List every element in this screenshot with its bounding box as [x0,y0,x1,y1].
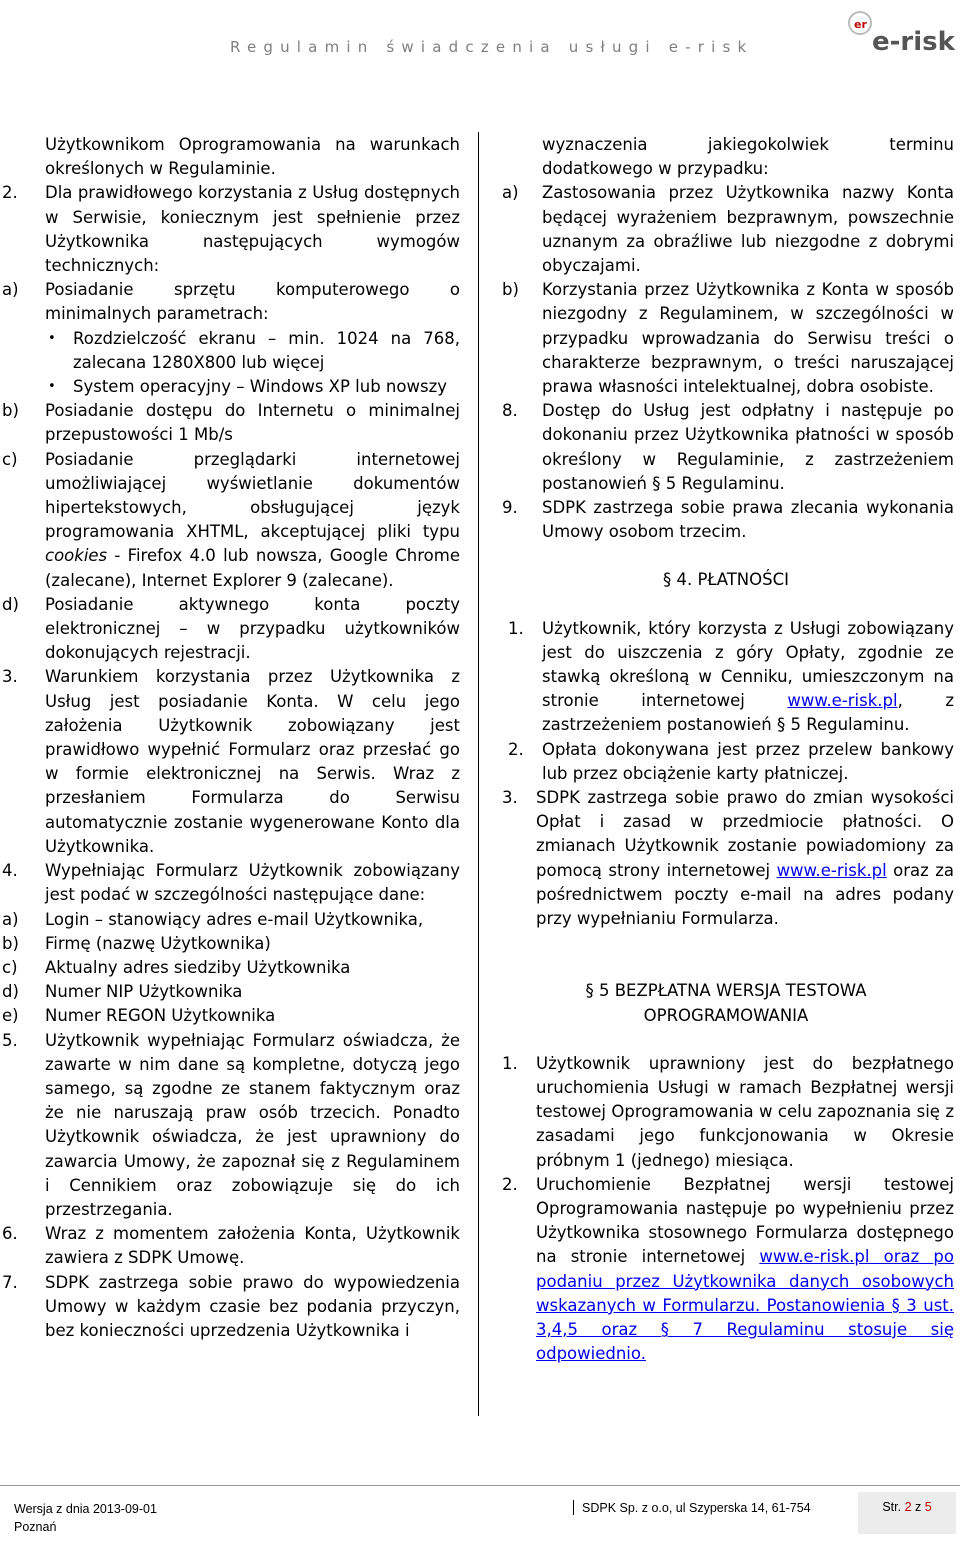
footer-version-date: Wersja z dnia 2013-09-01 [14,1502,157,1516]
clause-3: 3. Warunkiem korzystania przez Użytkownika z Usług jest posiadanie Konta. W celu jego założenia Użytkownik zobowiązany jest prawidłowo wypełnić Formularz oraz przesłać go w formie elektronicznej na Serwis. Wraz z przesłaniem Formularza do Serwisu automatycznie zostanie wygenerowane Konto dla Użytkownika. [2,667,460,856]
clause-2d: d) Posiadanie aktywnego konta poczty elektronicznej – w przypadku użytkowników dokonujących rejestracji. [2,594,460,663]
logo-badge-text: er [854,18,867,31]
payments-clause-1: 1. Użytkownik, który korzysta z Usługi zobowiązany jest do uiszczenia z góry Opłaty, zgodnie ze stawką określoną w Cenniku, umieszczonym na stronie internetowej www.e-risk.pl, z zastrzeżeniem postanowień § 5 Regulaminu. [508,618,954,735]
clause-7b: b) Korzystania przez Użytkownika z Konta w sposób niezgodny z Regulaminem, w szczególności w przypadku wprowadzania do Serwisu treści o charakterze bezprawnym, o treści naruszającej prawa własności intelektualnej, dobra osobiste. [502,280,954,397]
footer-company: SDPK Sp. z o.o, ul Szyperska 14, 61-754 [573,1500,811,1515]
column-divider [478,132,479,1416]
section-4-heading: § 4. PŁATNOŚCI [663,570,789,590]
clause-2: 2. Dla prawidłowego korzystania z Usług dostępnych w Serwisie, koniecznym jest spełnienie przez Użytkownika następujących wymogów technicznych: [2,183,460,276]
bullet-os: • System operacyjny – Windows XP lub nowszy [48,377,447,397]
clause-4a: a) Login – stanowiący adres e-mail Użytkownika, [2,909,424,929]
footer-city: Poznań [14,1520,57,1534]
trial-clause-2-underlined-text[interactable]: oraz po podaniu przez Użytkownika danych osobowych wskazanych w Formularzu. Postanowienia § 3 ust. 3,4,5 oraz § 7 Regulaminu stosuje się odpowiednio. [536,1247,955,1364]
clause-5: 5. Użytkownik wypełniając Formularz oświadcza, że zawarte w nim dane są kompletne, dotyczą jego samego, są zgodne ze stanem faktycznym oraz że nie naruszają praw osób trzecich. Ponadto Użytkownik oświadcza, że jest uprawniony do zawarcia Umowy, że zapoznał się z Regulaminem i Cennikiem oraz zobowiązuje się do ich przestrzegania. [2,1030,460,1219]
clause-7: 7. SDPK zastrzega sobie prawo do wypowiedzenia Umowy w każdym czasie bez podania przyczyn, bez konieczności uprzedzenia Użytkownika i [2,1272,460,1340]
footer-rule [0,1485,960,1486]
right-column [498,133,954,1366]
clause-4e: e) Numer REGON Użytkownika [2,1006,276,1026]
document-header-title: Regulamin świadczenia usługi e-risk [230,38,754,56]
clause-7a: a) Zastosowania przez Użytkownika nazwy Konta będącej wyrażeniem bezprawnym, powszechnie uznanym za obraźliwe lub niezgodne z dobrymi obyczajami. [502,183,954,276]
e-risk-link[interactable]: www.e-risk.pl [759,1247,870,1267]
trial-clause-1: 1. Użytkownik uprawniony jest do bezpłatnego uruchomienia Usługi w ramach Bezpłatnej wersji testowej Oprogramowania w celu zapoznania się z zasadami jego funkcjonowania w Okresie próbnym 1 (jednego) miesiąca. [502,1053,954,1170]
payments-clause-3: 3. SDPK zastrzega sobie prawo do zmian wysokości Opłat i zasad w przedmiocie płatności. O zmianach Użytkownik zostanie powiadomiony za pomocą strony internetowej www.e-risk.pl oraz za pośrednictwem poczty e-mail na adres podany przy wypełnianiu Formularza. [502,788,954,929]
clause-2c: c) Posiadanie przeglądarki internetowej umożliwiającej wyświetlanie dokumentów hipertekstowych, obsługującej język programowania XHTML, akceptującej pliki typu cookies - Firefox 4.0 lub nowsza, Google Chrome (zalecane), Internet Explorer 9 (zalecane). [2,449,460,590]
clause-2b: b) Posiadanie dostępu do Internetu o minimalnej przepustowości 1 Mb/s [2,401,460,445]
footer-version [14,1500,157,1536]
clause-2a: a) Posiadanie sprzętu komputerowego o minimalnych parametrach: [2,280,460,324]
clause-4d: d) Numer NIP Użytkownika [2,982,243,1002]
clause-4c: c) Aktualny adres siedziby Użytkownika [2,957,351,977]
left-intro: Użytkownikom Oprogramowania na warunkach określonych w Regulaminie. [45,135,460,179]
e-risk-link[interactable]: www.e-risk.pl [787,691,898,711]
section-5-heading: § 5 BEZPŁATNA WERSJA TESTOWA OPROGRAMOWANIA [585,981,867,1025]
bullet-resolution: • Rozdzielczość ekranu – min. 1024 na 768, zalecana 1280X800 lub więcej [48,328,460,372]
clause-9: 9. SDPK zastrzega sobie prawa zlecania wykonania Umowy osobom trzecim. [502,498,954,542]
clause-4b: b) Firmę (nazwę Użytkownika) [2,933,271,953]
e-risk-logo [846,6,958,58]
right-intro: wyznaczenia jakiegokolwiek terminu dodatkowego w przypadku: [542,135,954,179]
e-risk-link[interactable]: www.e-risk.pl [776,860,887,880]
left-column [0,133,460,1343]
clause-4: 4. Wypełniając Formularz Użytkownik zobowiązany jest podać w szczególności następujące dane: [2,861,460,905]
clause-6: 6. Wraz z momentem założenia Konta, Użytkownik zawiera z SDPK Umowę. [2,1224,460,1268]
payments-clause-2: 2. Opłata dokonywana jest przez przelew bankowy lub przez obciążenie karty płatniczej. [508,739,954,783]
trial-clause-2: 2. Uruchomienie Bezpłatnej wersji testowej Oprogramowania następuje po wypełnieniu przez Użytkownika stosownego Formularza dostępnego na stronie internetowej www.e-risk.pl oraz po podaniu przez Użytkownika danych osobowych wskazanych w Formularzu. Postanowienia § 3 ust. 3,4,5 oraz § 7 Regulaminu stosuje się odpowiednio. [502,1174,955,1364]
clause-8: 8. Dostęp do Usług jest odpłatny i następuje po dokonaniu przez Użytkownika płatności w sposób określony w Regulaminie, z zastrzeżeniem postanowień § 5 Regulaminu. [502,401,954,493]
logo-wordmark-text: e-risk [872,27,955,57]
footer-page-number: Str. 2 z 5 [858,1492,956,1534]
